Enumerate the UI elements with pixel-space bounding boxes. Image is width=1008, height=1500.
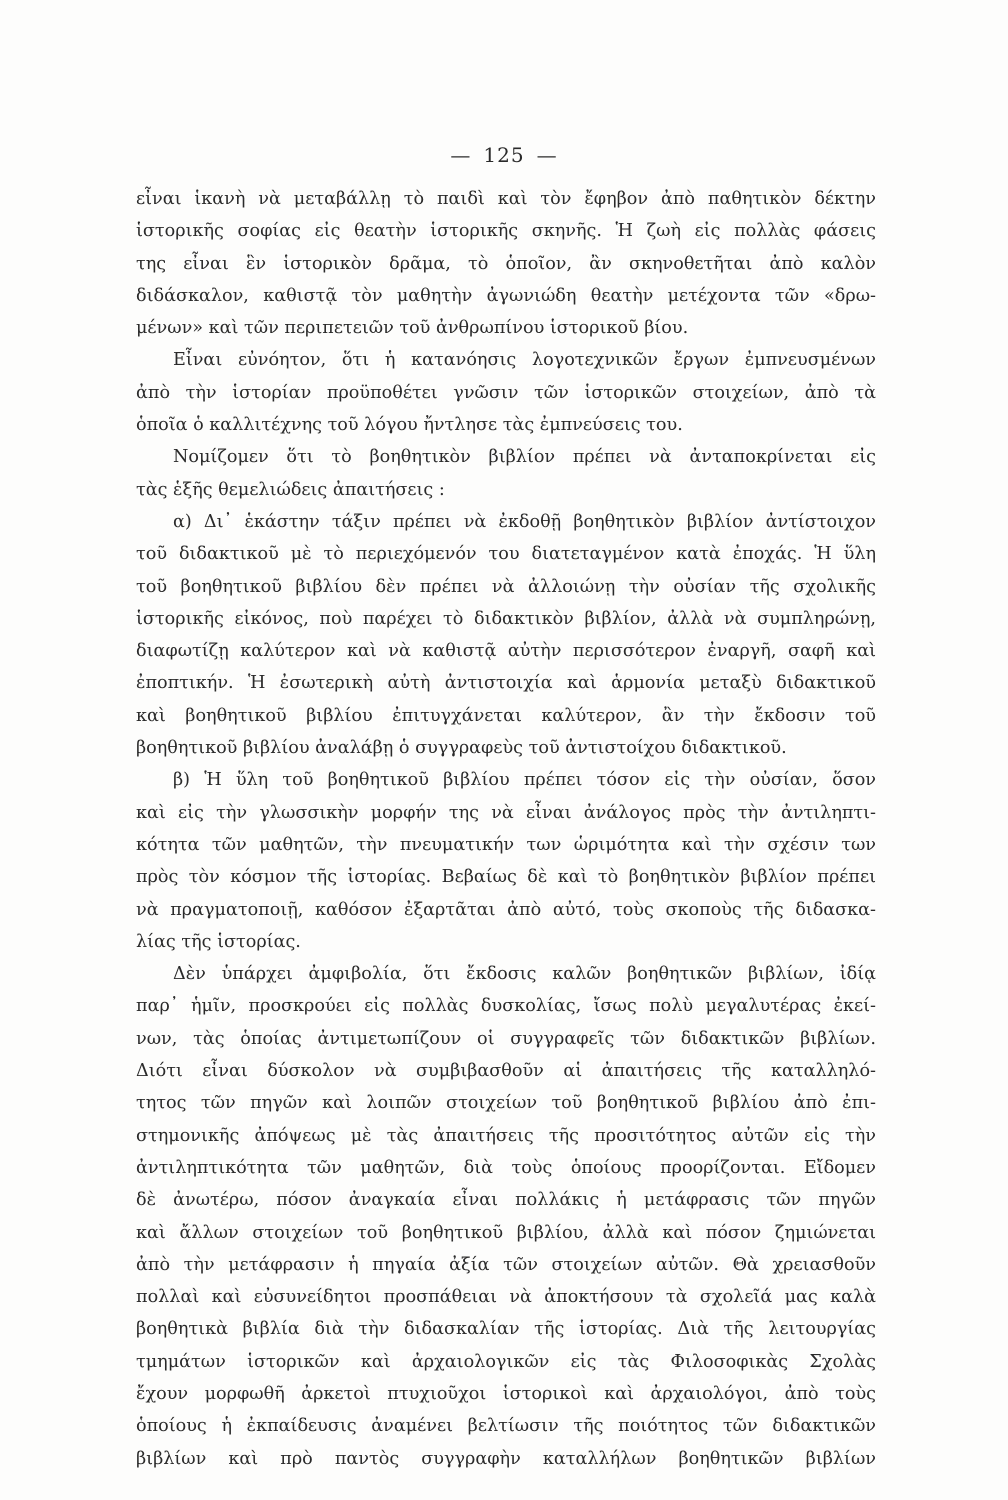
text-line: διδάσκαλον, καθιστᾷ τὸν μαθητὴν ἀγωνιώδη θεατὴν μετέχοντα τῶν «δρω- bbox=[136, 285, 876, 306]
text-line: α) Δι᾽ ἑκάστην τάξιν πρέπει νὰ ἐκδοθῇ βοηθητικὸν βιβλίον ἀντίστοιχον bbox=[173, 511, 876, 532]
text-line: ὁποίους ἡ ἐκπαίδευσις ἀναμένει βελτίωσιν τῆς ποιότητος τῶν διδακτικῶν bbox=[136, 1416, 876, 1437]
text-line: τὰς ἑξῆς θεμελιώδεις ἀπαιτήσεις : bbox=[136, 479, 445, 500]
text-line: ἔχουν μορφωθῆ ἀρκετοὶ πτυχιοῦχοι ἱστορικοὶ καὶ ἀρχαιολόγοι, ἀπὸ τοὺς bbox=[136, 1383, 876, 1404]
text-line: κότητα τῶν μαθητῶν, τὴν πνευματικήν των ὡριμότητα καὶ τὴν σχέσιν των bbox=[136, 834, 876, 855]
text-line: τητος τῶν πηγῶν καὶ λοιπῶν στοιχείων τοῦ βοηθητικοῦ βιβλίου ἀπὸ ἐπι- bbox=[136, 1093, 876, 1114]
text-line: καὶ ἄλλων στοιχείων τοῦ βοηθητικοῦ βιβλίου, ἀλλὰ καὶ πόσον ζημιώνεται bbox=[136, 1222, 876, 1243]
page-number-dash-left: — bbox=[450, 143, 472, 167]
text-line: λίας τῆς ἱστορίας. bbox=[136, 931, 301, 952]
text-line: νὰ πραγματοποιῇ, καθόσον ἐξαρτᾶται ἀπὸ αὐτό, τοὺς σκοποὺς τῆς διδασκα- bbox=[136, 899, 876, 920]
text-line: καὶ εἰς τὴν γλωσσικὴν μορφήν της νὰ εἶναι ἀνάλογος πρὸς τὴν ἀντιληπτι- bbox=[136, 802, 876, 823]
text-line: ἱστορικῆς σοφίας εἰς θεατὴν ἱστορικῆς σκηνῆς. Ἡ ζωὴ εἰς πολλὰς φάσεις bbox=[136, 221, 876, 242]
text-line: τοῦ διδακτικοῦ μὲ τὸ περιεχόμενόν του διατεταγμένον κατὰ ἐποχάς. Ἡ ὕλη bbox=[136, 544, 876, 565]
text-line: βιβλίων καὶ πρὸ παντὸς συγγραφὴν καταλλήλων βοηθητικῶν βιβλίων bbox=[136, 1448, 876, 1469]
text-line: β) Ἡ ὕλη τοῦ βοηθητικοῦ βιβλίου πρέπει τόσον εἰς τὴν οὐσίαν, ὅσον bbox=[173, 770, 876, 791]
text-line: Εἶναι εὐνόητον, ὅτι ἡ κατανόησις λογοτεχνικῶν ἔργων ἐμπνευσμένων bbox=[173, 350, 876, 371]
text-line: ἀπὸ τὴν μετάφρασιν ἡ πηγαία ἀξία τῶν στοιχείων αὐτῶν. Θὰ χρειασθοῦν bbox=[136, 1254, 876, 1275]
text-line: Διότι εἶναι δύσκολον νὰ συμβιβασθοῦν αἱ ἀπαιτήσεις τῆς καταλληλό- bbox=[136, 1061, 876, 1082]
text-line: δὲ ἀνωτέρω, πόσον ἀναγκαία εἶναι πολλάκις ἡ μετάφρασις τῶν πηγῶν bbox=[136, 1190, 876, 1211]
text-line: νων, τὰς ὁποίας ἀντιμετωπίζουν οἱ συγγραφεῖς τῶν διδακτικῶν βιβλίων. bbox=[136, 1028, 876, 1049]
text-line: ἱστορικῆς εἰκόνος, ποὺ παρέχει τὸ διδακτικὸν βιβλίον, ἀλλὰ νὰ συμπληρώνῃ, bbox=[136, 608, 876, 629]
text-line: ἐποπτικήν. Ἡ ἐσωτερικὴ αὐτὴ ἀντιστοιχία καὶ ἁρμονία μεταξὺ διδακτικοῦ bbox=[136, 673, 876, 694]
text-line: πρὸς τὸν κόσμον τῆς ἱστορίας. Βεβαίως δὲ καὶ τὸ βοηθητικὸν βιβλίον πρέπει bbox=[136, 867, 876, 888]
text-line: παρ᾽ ἡμῖν, προσκρούει εἰς πολλὰς δυσκολίας, ἴσως πολὺ μεγαλυτέρας ἐκεί- bbox=[136, 996, 876, 1017]
text-line: εἶναι ἱκανὴ νὰ μεταβάλλῃ τὸ παιδὶ καὶ τὸν ἔφηβον ἀπὸ παθητικὸν δέκτην bbox=[136, 189, 876, 209]
text-line: βοηθητικὰ βιβλία διὰ τὴν διδασκαλίαν τῆς ἱστορίας. Διὰ τῆς λειτουργίας bbox=[136, 1319, 876, 1340]
text-line: ὁποῖα ὁ καλλιτέχνης τοῦ λόγου ἤντλησε τὰς ἐμπνεύσεις του. bbox=[136, 415, 683, 436]
page-number: 125 bbox=[483, 143, 525, 167]
page-number-dash-right: — bbox=[536, 143, 558, 167]
text-line: τοῦ βοηθητικοῦ βιβλίου δὲν πρέπει νὰ ἀλλοιώνῃ τὴν οὐσίαν τῆς σχολικῆς bbox=[136, 576, 876, 597]
text-line: της εἶναι ἓν ἱστορικὸν δρᾶμα, τὸ ὁποῖον, ἂν σκηνοθετῆται ἀπὸ καλὸν bbox=[136, 253, 876, 274]
text-line: ἀντιληπτικότητα τῶν μαθητῶν, διὰ τοὺς ὁποίους προορίζονται. Εἴδομεν bbox=[136, 1157, 876, 1178]
text-line: ἀπὸ τὴν ἱστορίαν προϋποθέτει γνῶσιν τῶν ἱστορικῶν στοιχείων, ἀπὸ τὰ bbox=[136, 382, 876, 403]
text-line: στημονικῆς ἀπόψεως μὲ τὰς ἀπαιτήσεις τῆς προσιτότητος αὐτῶν εἰς τὴν bbox=[136, 1125, 876, 1146]
page-header bbox=[0, 143, 1008, 167]
text-line: διαφωτίζῃ καλύτερον καὶ νὰ καθιστᾷ αὐτὴν περισσότερον ἐναργῆ, σαφῆ καὶ bbox=[136, 641, 876, 662]
text-line: πολλαὶ καὶ εὐσυνείδητοι προσπάθειαι νὰ ἀποκτήσουν τὰ σχολεῖά μας καλὰ bbox=[136, 1287, 876, 1308]
text-line: βοηθητικοῦ βιβλίου ἀναλάβῃ ὁ συγγραφεὺς τοῦ ἀντιστοίχου διδακτικοῦ. bbox=[136, 738, 787, 759]
text-line: Δὲν ὑπάρχει ἀμφιβολία, ὅτι ἔκδοσις καλῶν βοηθητικῶν βιβλίων, ἰδίᾳ bbox=[173, 964, 876, 985]
text-line: Νομίζομεν ὅτι τὸ βοηθητικὸν βιβλίον πρέπει νὰ ἀνταποκρίνεται εἰς bbox=[173, 447, 876, 468]
text-line: μένων» καὶ τῶν περιπετειῶν τοῦ ἀνθρωπίνου ἱστορικοῦ βίου. bbox=[136, 318, 689, 339]
body-text bbox=[136, 183, 876, 1475]
text-line: τμημάτων ἱστορικῶν καὶ ἀρχαιολογικῶν εἰς τὰς Φιλοσοφικὰς Σχολὰς bbox=[136, 1351, 876, 1372]
text-line: καὶ βοηθητικοῦ βιβλίου ἐπιτυγχάνεται καλύτερον, ἂν τὴν ἔκδοσιν τοῦ bbox=[136, 705, 876, 726]
